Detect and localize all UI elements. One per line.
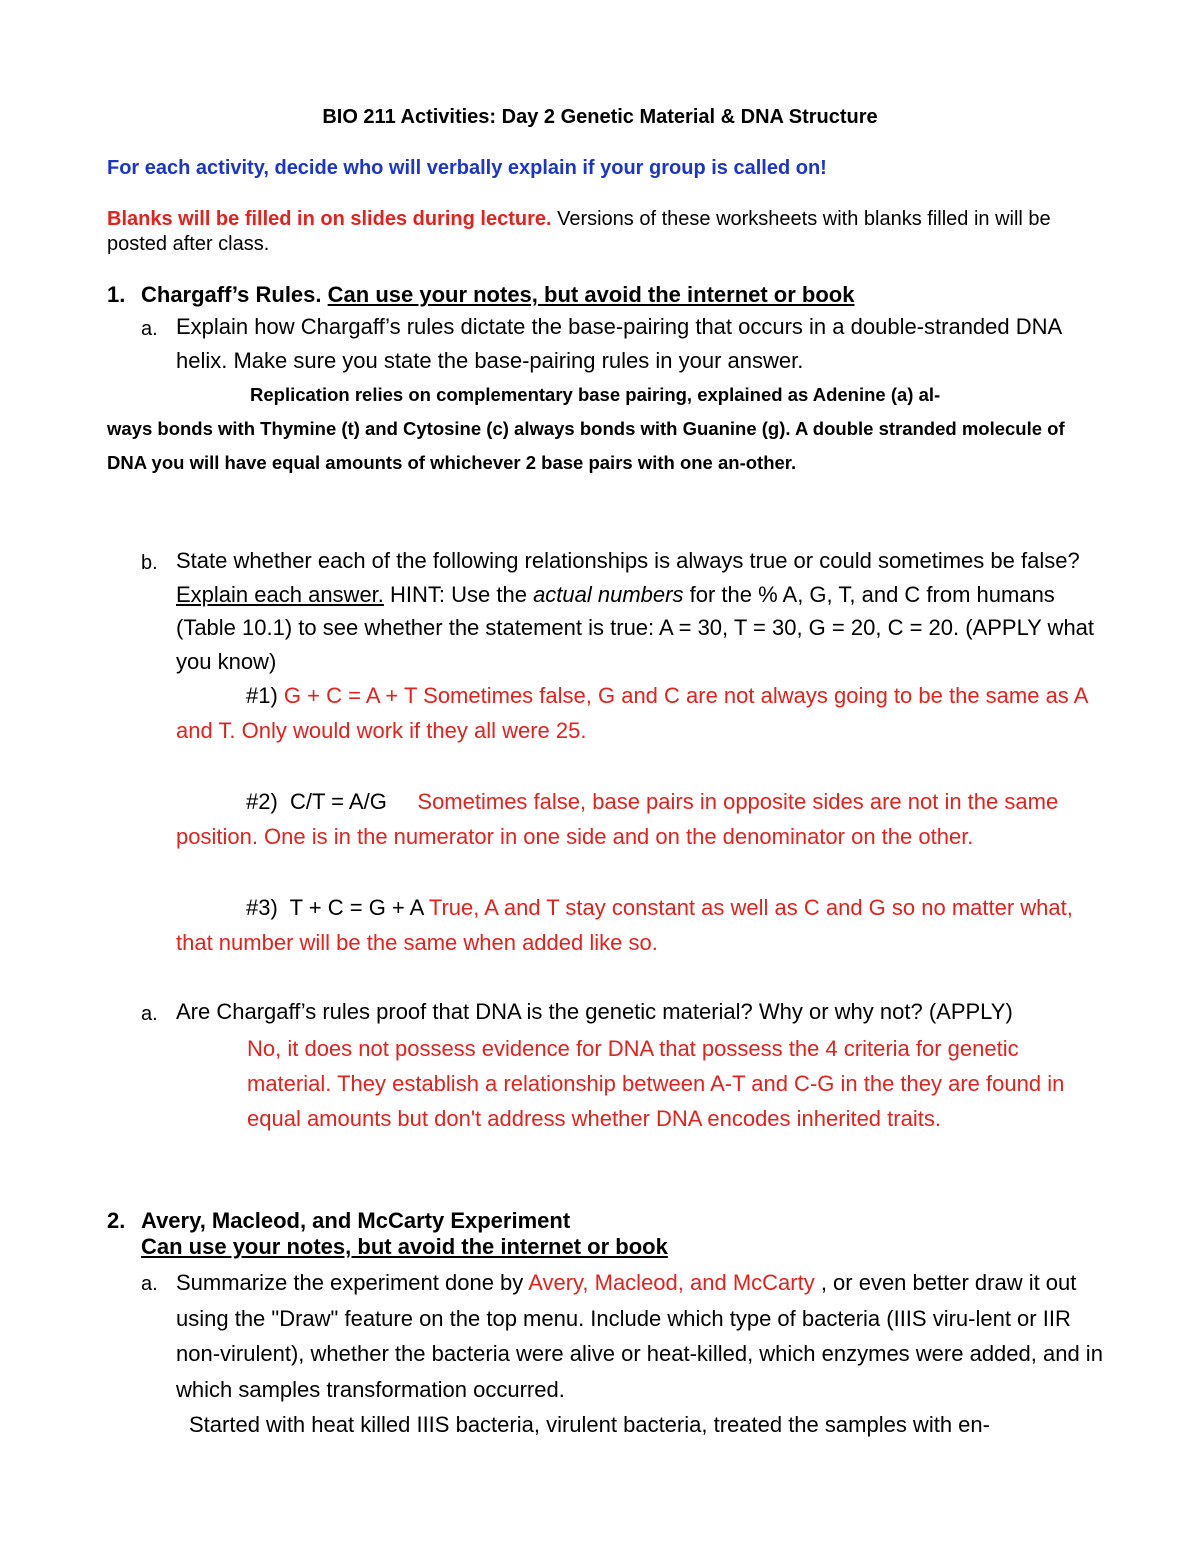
item-1b-label: b. (141, 552, 158, 574)
relationship-3-number: #3) T + C = G + A (246, 895, 429, 920)
blanks-note: Blanks will be filled in on slides during lecture. (107, 208, 552, 230)
relationship-2-number: #2) C/T = A/G (246, 789, 418, 814)
section-2-title: Avery, Macleod, and McCarty Experiment (141, 1208, 571, 1233)
section-2-heading (0, 1208, 1200, 1260)
group-instruction: For each activity, decide who will verbally explain if your group is called on! (107, 157, 827, 179)
versions-note: Versions of these worksheets with blanks filled in will be posted after class. (107, 208, 1051, 255)
item-1b-italic: actual numbers (533, 581, 684, 607)
item-2a-text-2: , or even better draw it out using the "Draw" feature on the top menu. Include which type of bacteria (IIIS viru-lent or IIR non-virulent), whether the bacteria were alive or heat-killed, which enzymes were added, and in which samples transformation occurred. (176, 1270, 1103, 1402)
section-2-note: Can use your notes, but avoid the internet or book (141, 1234, 668, 1259)
relationship-3 (176, 890, 1106, 960)
item-1c-label: a. (141, 1003, 158, 1025)
item-1c-answer: No, it does not possess evidence for DNA that possess the 4 criteria for genetic material. They establish a relationship between A-T and C-G in the they are found in equal amounts but don't address whether DNA encodes inherited traits. (247, 1036, 1065, 1131)
section-1-number: 1. (107, 282, 126, 307)
item-1a-answer (107, 378, 1082, 480)
item-1b-question (176, 544, 1106, 678)
item-1a-question: Explain how Chargaff’s rules dictate the base-pairing that occurs in a double-stranded DNA helix. Make sure you state the base-pairing rules in your answer. (176, 314, 1061, 373)
relationship-2-answer: Sometimes false, base pairs in opposite sides are not in the same position. One is in the numerator in one side and on the denominator on the other. (176, 789, 1059, 849)
item-1a-label: a. (141, 318, 158, 340)
item-1b-text-1: State whether each of the following relationships is always true or could sometimes be false? (176, 548, 1080, 573)
relationship-3-answer: True, A and T stay constant as well as C and G so no matter what, that number will be the same when added like so. (176, 895, 1073, 955)
item-1a-answer-continuation: ways bonds with Thymine (t) and Cytosine (c) always bonds with Guanine (g). A double stranded molecule of DNA you will have equal amounts of whichever 2 base pairs with one an-other. (107, 418, 1065, 473)
relationship-1-answer: G + C = A + T Sometimes false, G and C are not always going to be the same as A and T. Only would work if they all were 25. (176, 683, 1088, 743)
relationship-2 (176, 784, 1106, 854)
item-1b-text-2: HINT: Use the (383, 581, 534, 607)
item-2a-question (176, 1265, 1106, 1407)
section-1-title-line (141, 282, 854, 308)
item-2a-names: Avery, Macleod, and McCarty (528, 1270, 815, 1295)
item-2a-answer: Started with heat killed IIIS bacteria, virulent bacteria, treated the samples with en- (189, 1412, 990, 1437)
section-2-number: 2. (107, 1208, 126, 1233)
section-1-note: Can use your notes, but avoid the internet or book (327, 282, 855, 307)
section-1-heading (0, 282, 1200, 308)
item-1c-question: Are Chargaff’s rules proof that DNA is the genetic material? Why or why not? (APPLY) (176, 999, 1013, 1024)
relationship-1-number: #1) (246, 683, 284, 708)
page-title: BIO 211 Activities: Day 2 Genetic Material & DNA Structure (322, 106, 878, 128)
item-1b-text-3: for the % A, G, T, and C from humans (Table 10.1) to see whether the statement is true: A = 30, T = 30, G = 20, C = 20. (APPLY what you know) (176, 581, 1095, 674)
section-1-title: Chargaff’s Rules. (141, 282, 322, 307)
item-1a-answer-first-line: Replication relies on complementary base pairing, explained as Adenine (a) al- (250, 384, 941, 405)
item-1b-explain: Explain each answer. (176, 581, 384, 607)
blanks-instruction (107, 207, 1097, 257)
item-2a-text-1: Summarize the experiment done by (176, 1270, 529, 1295)
relationship-1 (176, 678, 1106, 748)
item-2a-label: a. (141, 1273, 158, 1295)
